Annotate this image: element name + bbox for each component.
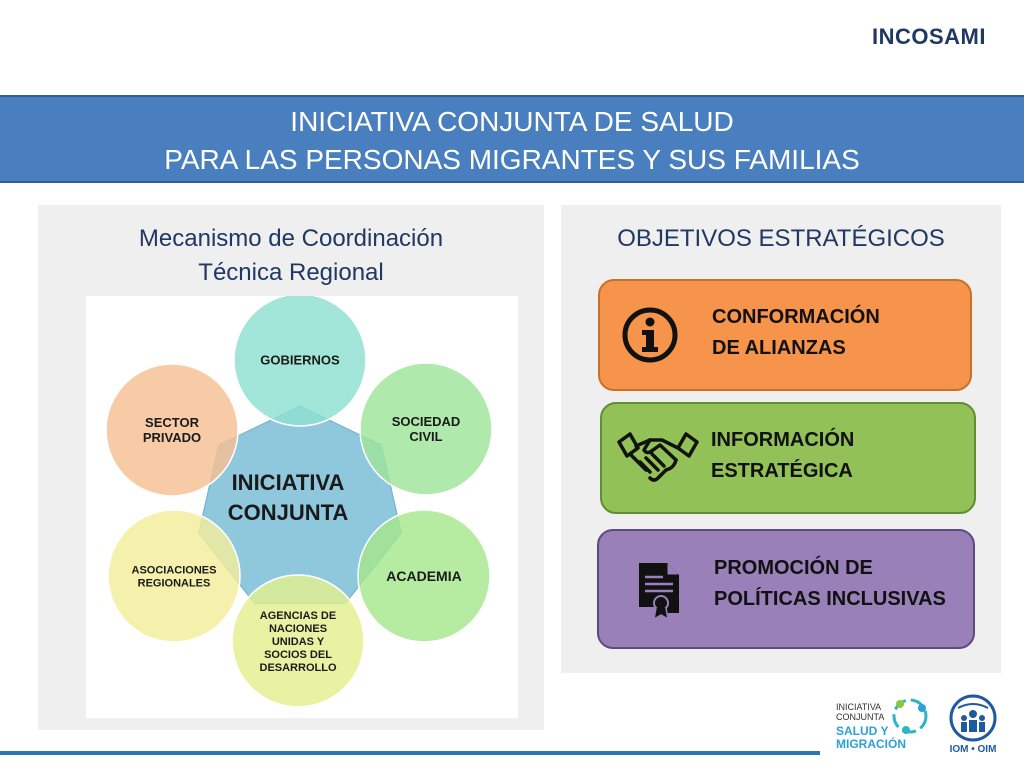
info-icon bbox=[620, 305, 680, 365]
objective-policies-line-2: POLÍTICAS INCLUSIVAS bbox=[714, 588, 946, 610]
objective-information bbox=[600, 402, 976, 514]
objectives-title: OBJETIVOS ESTRATÉGICOS bbox=[617, 225, 945, 252]
banner-line-2: PARA LAS PERSONAS MIGRANTES Y SUS FAMILIAS bbox=[164, 144, 860, 175]
logo1-line-4: MIGRACIÓN bbox=[836, 737, 906, 751]
objective-policies bbox=[597, 529, 975, 649]
logo-iom bbox=[942, 692, 1004, 758]
node-label-asociaciones-regionales: ASOCIACIONES REGIONALES bbox=[131, 564, 217, 590]
node-label-agencias-onu: AGENCIAS DE NACIONES UNIDAS Y SOCIOS DEL DESARROLLO bbox=[259, 609, 337, 674]
diagram-canvas bbox=[86, 296, 518, 718]
objective-information-line-1: INFORMACIÓN bbox=[711, 429, 855, 451]
coordination-diagram bbox=[86, 296, 518, 718]
objective-information-line-2: ESTRATÉGICA bbox=[711, 460, 853, 482]
document-certificate-icon bbox=[635, 559, 685, 621]
handshake-icon bbox=[616, 428, 700, 488]
center-label: INICIATIVA CONJUNTA bbox=[227, 470, 349, 525]
left-title-line-2: Técnica Regional bbox=[198, 259, 384, 286]
brand-title: INCOSAMI bbox=[872, 24, 986, 49]
node-label-sociedad-civil: SOCIEDAD CIVIL bbox=[391, 414, 461, 445]
logo-salud-migracion bbox=[836, 694, 936, 760]
iom-text: IOM • OIM bbox=[949, 744, 997, 755]
objective-alliances-line-1: CONFORMACIÓN bbox=[712, 306, 880, 328]
left-panel-title bbox=[38, 222, 544, 290]
node-label-academia: ACADEMIA bbox=[386, 567, 462, 584]
logo1-line-2: CONJUNTA bbox=[836, 712, 885, 722]
logo1-line-3: SALUD Y bbox=[836, 724, 889, 738]
objective-policies-line-1: PROMOCIÓN DE bbox=[714, 557, 873, 579]
objective-alliances-line-2: DE ALIANZAS bbox=[712, 337, 846, 359]
title-banner bbox=[0, 95, 1024, 183]
logo1-line-1: INICIATIVA bbox=[836, 702, 882, 712]
iom-emblem-icon bbox=[942, 692, 1004, 744]
node-label-sector-privado: SECTOR PRIVADO bbox=[142, 415, 202, 446]
objective-alliances bbox=[598, 279, 972, 391]
banner-line-1: INICIATIVA CONJUNTA DE SALUD bbox=[290, 106, 734, 137]
footer-divider bbox=[0, 751, 820, 755]
left-title-line-1: Mecanismo de Coordinación bbox=[138, 225, 444, 252]
node-label-gobiernos: GOBIERNOS bbox=[260, 352, 340, 368]
